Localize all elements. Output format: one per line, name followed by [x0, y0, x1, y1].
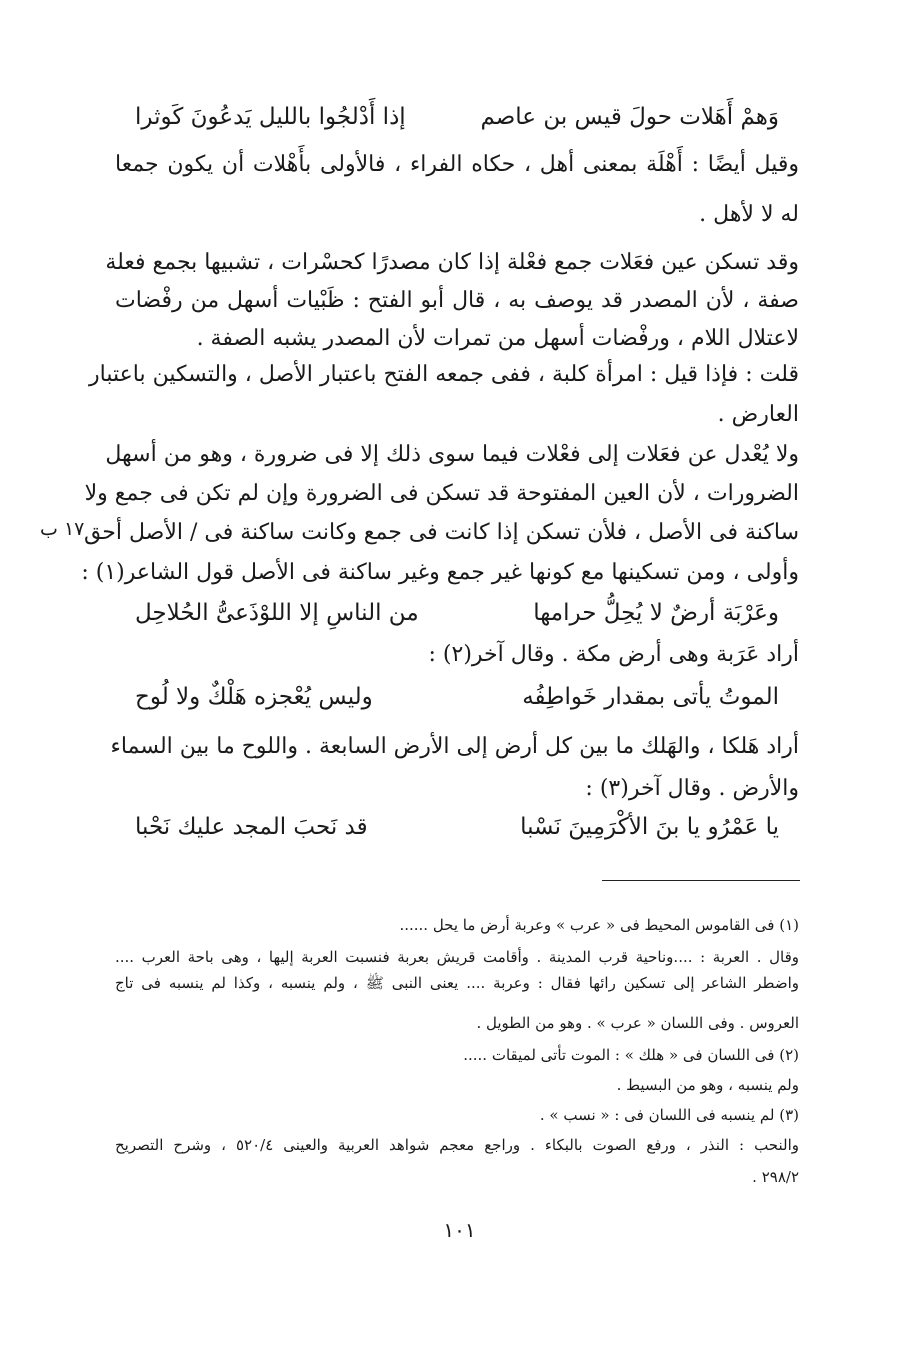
footnote-line: ٢٩٨/٢ . — [752, 1168, 799, 1186]
verse-first-hemistich: وَهمْ أَهَلات حولَ قيس بن عاصم — [480, 104, 779, 130]
verse-line — [115, 594, 799, 632]
text-line: وقد تسكن عين فعَلات جمع فعْلة إذا كان مصدرًا كحسْرات ، تشبيها بجمع فعلة — [105, 250, 799, 275]
verse-second-hemistich: من الناسِ إلا اللوْذَعىُّ الحُلاحِل — [135, 600, 419, 626]
text-line: صفة ، لأن المصدر قد يوصف به ، قال أبو الفتح : ظَبْيات أسهل من رفْضات — [115, 288, 799, 313]
verse-first-hemistich: يا عَمْرُو يا بنَ الأكْرَمِينَ نَسْبا — [520, 814, 779, 840]
footnote-line: والنحب : النذر ، ورفع الصوت بالبكاء . وراجع معجم شواهد العربية والعينى ٥٢٠/٤ ، وشرح التصريح — [115, 1136, 799, 1154]
text-line: أراد عَرَبة وهى أرض مكة . وقال آخر(٢) : — [428, 642, 799, 667]
footnote-line: (٣) لم ينسبه فى اللسان فى : « نسب » . — [539, 1106, 799, 1124]
text-line: وأولى ، ومن تسكينها مع كونها غير جمع وغير ساكنة فى الأصل قول الشاعر(١) : — [81, 560, 799, 585]
footnote-line: (١) فى القاموس المحيط فى « عرب » وعربة أرض ما يحل ...... — [399, 916, 799, 934]
verse-line — [115, 678, 799, 716]
text-line: ساكنة فى الأصل ، فلأن تسكن إذا كانت فى جمع وكانت ساكنة فى / الأصل أحق — [83, 520, 799, 545]
footnote-separator — [602, 880, 800, 881]
text-line: لاعتلال اللام ، ورفْضات أسهل من تمرات لأن المصدر يشبه الصفة . — [196, 326, 799, 351]
verse-line — [115, 98, 799, 136]
footnote-line: وقال . العربة : ....وناحية قرب المدينة . وأقامت قريش بعربة فنسبت العربة إليها ، وهى باحة العرب .... — [115, 948, 799, 966]
verse-first-hemistich: وعَرْبَة أرضٌ لا يُحِلُّ حرامها — [533, 600, 779, 626]
verse-second-hemistich: قد نَحبَ المجد عليك نَحْبا — [135, 814, 368, 840]
footnote-line: واضطر الشاعر إلى تسكين رائها فقال : وعربة .... يعنى النبى ﷺ ، ولم ينسبه ، وكذا لم ينسبه فى تاج — [115, 974, 799, 992]
text-line: له لا لأهل . — [699, 202, 799, 227]
verse-line — [115, 808, 799, 846]
footnote-line: ولم ينسبه ، وهو من البسيط . — [616, 1076, 799, 1094]
footnote-line: العروس . وفى اللسان « عرب » . وهو من الطويل . — [476, 1014, 799, 1032]
text-line: وقيل أيضًا : أَهْلَة بمعنى أهل ، حكاه الفراء ، فالأولى بأَهْلات أن يكون جمعا — [115, 152, 799, 177]
verse-second-hemistich: إذا أَدْلجُوا بالليل يَدعُونَ كَوثرا — [135, 104, 406, 130]
text-line: والأرض . وقال آخر(٣) : — [585, 776, 799, 801]
text-line: العارض . — [717, 402, 799, 427]
margin-folio-note: ١٧ ب — [40, 518, 85, 540]
verse-first-hemistich: الموتُ يأتى بمقدار خَواطِفُه — [522, 684, 779, 710]
page-number: ١٠١ — [443, 1218, 476, 1242]
text-line: قلت : فإذا قيل : امرأة كلبة ، ففى جمعه الفتح باعتبار الأصل ، والتسكين باعتبار — [89, 362, 799, 387]
text-line: أراد هَلكا ، والهَلك ما بين كل أرض إلى الأرض السابعة . واللوح ما بين السماء — [110, 734, 799, 759]
footnote-line: (٢) فى اللسان فى « هلك » : الموت تأتى لميقات ..... — [463, 1046, 799, 1064]
text-line: الضرورات ، لأن العين المفتوحة قد تسكن فى الضرورة وإن لم تكن فى جمع ولا — [84, 481, 799, 506]
text-line: ولا يُعْدل عن فعَلات إلى فعْلات فيما سوى ذلك إلا فى ضرورة ، وهو من أسهل — [105, 442, 799, 467]
verse-second-hemistich: وليس يُعْجزه هَلْكٌ ولا لُوح — [135, 684, 373, 710]
